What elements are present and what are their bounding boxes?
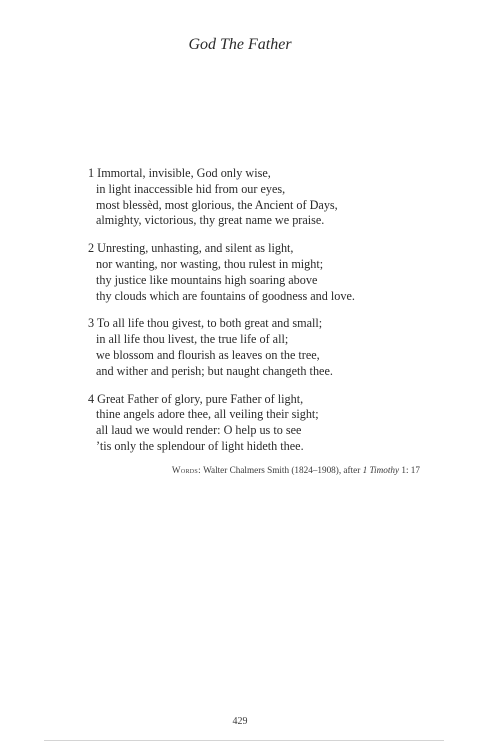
verse-line: ’tis only the splendour of light hideth thee. (96, 438, 304, 453)
verse-line: in light inaccessible hid from our eyes, (96, 181, 286, 196)
credits-scripture-book: 1 Timothy (362, 465, 400, 475)
credits-author: Walter Chalmers Smith (1824–1908), after (203, 465, 361, 475)
verse-number: 1 (88, 166, 95, 180)
verse-number: 2 (88, 241, 95, 256)
hymn-credits (0, 465, 420, 475)
verse-line: almighty, victorious, thy great name we praise. (96, 213, 325, 228)
verse-line: nor wanting, nor wasting, thou rulest in might; (96, 256, 324, 271)
verse-line (88, 241, 448, 257)
verse-3 (88, 316, 448, 379)
verse-line-text: Immortal, invisible, God only wise, (97, 166, 271, 180)
verse-line: most blessèd, most glorious, the Ancient of Days, (96, 197, 338, 212)
verse-line: thy clouds which are fountains of goodness and love. (96, 288, 355, 303)
verse-4 (88, 392, 448, 455)
verse-line: all laud we would render: O help us to see (96, 423, 302, 438)
bottom-divider (44, 740, 444, 741)
verse-number: 3 (88, 316, 95, 331)
verse-line: and wither and perish; but naught changeth thee. (96, 363, 333, 378)
verse-line: we blossom and flourish as leaves on the tree, (96, 347, 320, 362)
verse-line-text: Unresting, unhasting, and silent as light, (97, 241, 294, 256)
verse-line: in all life thou livest, the true life of all; (96, 332, 289, 347)
hymn-text (88, 166, 448, 467)
verse-line (88, 316, 448, 332)
page-number: 429 (232, 716, 248, 727)
verse-line-text: To all life thou givest, to both great and small; (96, 316, 323, 331)
verse-1 (88, 166, 448, 229)
page-title: God The Father (188, 36, 292, 53)
verse-line (88, 166, 448, 182)
verse-line: thy justice like mountains high soaring above (96, 272, 318, 287)
verse-number: 4 (88, 391, 95, 406)
credits-label: Words: (171, 465, 201, 475)
credits-scripture-ref: 1: 17 (401, 465, 420, 475)
verse-line: thine angels adore thee, all veiling their sight; (96, 407, 319, 422)
verse-2 (88, 241, 448, 304)
verse-line-text: Great Father of glory, pure Father of light, (97, 391, 304, 406)
verse-line (88, 392, 448, 408)
